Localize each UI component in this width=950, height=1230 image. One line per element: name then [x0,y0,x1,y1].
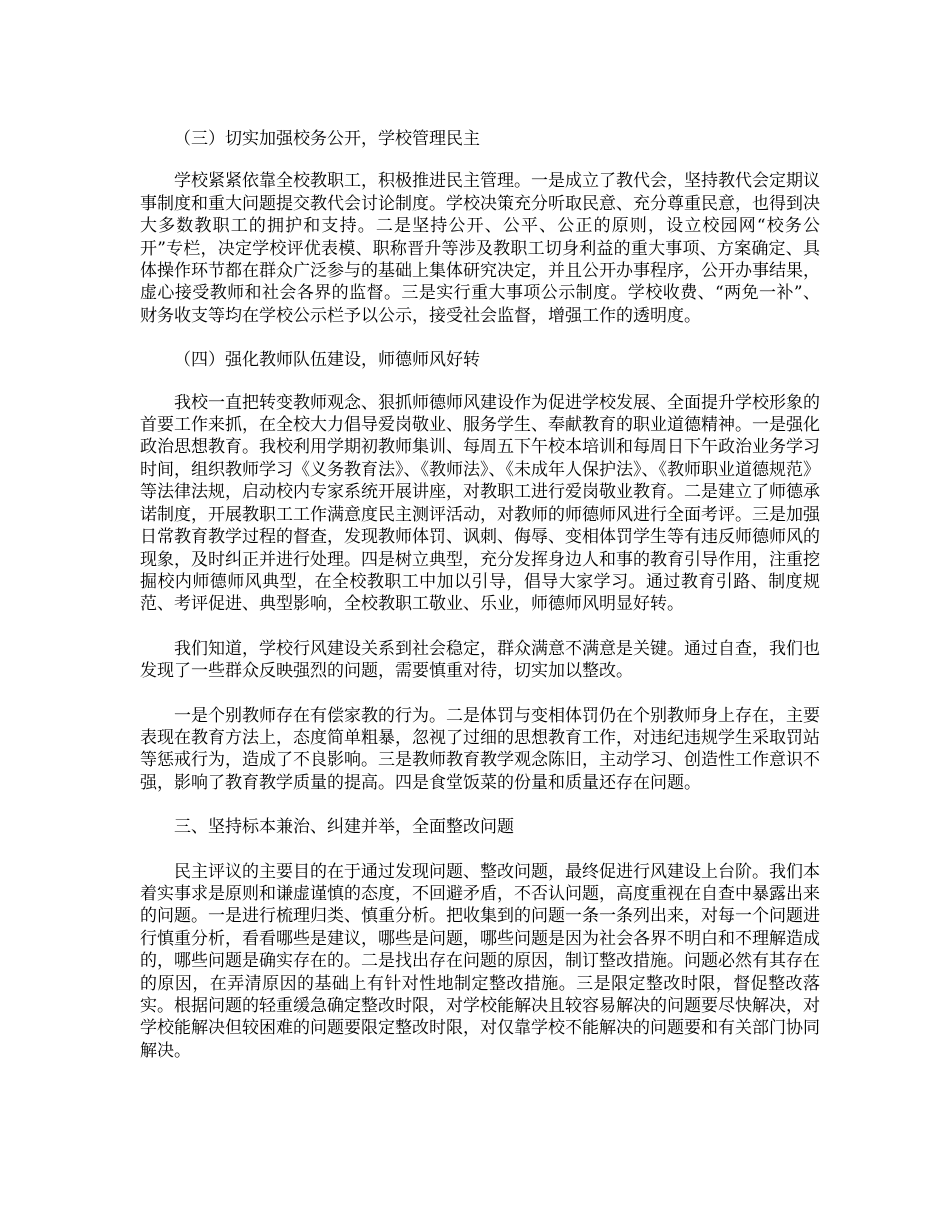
section-heading-3: （三）切实加强校务公开，学校管理民主 [174,129,480,149]
paragraph-self-check: 我们知道，学校行风建设关系到社会稳定，群众满意不满意是关键。通过自查，我们也发现了一些群众反映强烈的问题，需要慎重对待，切实加以整改。 [140,638,820,682]
paragraph-school-affairs: 学校紧紧依靠全校教职工，积极推进民主管理。一是成立了教代会，坚持教代会定期议事制度和重大问题提交教代会讨论制度。学校决策充分听取民意、充分尊重民意，也得到决大多数教职工的拥护和支持。二是坚持公开、公平、公正的原则，设立校园网“校务公开”专栏，决定学校评优表模、职称晋升等涉及教职工切身利益的重大事项、方案确定、具体操作环节都在群众广泛参与的基础上集体研究决定，并且公开办事程序，公开办事结果，虚心接受教师和社会各界的监督。三是实行重大事项公示制度。学校收费、“两免一补”、财务收支等均在学校公示栏予以公示，接受社会监督，增强工作的透明度。 [140,171,820,326]
section-heading-4: （四）强化教师队伍建设，师德师风好转 [174,350,480,371]
paragraph-rectification: 民主评议的主要目的在于通过发现问题、整改问题，最终促进行风建设上台阶。我们本着实事求是原则和谦虚谨慎的态度，不回避矛盾，不否认问题，高度重视在自查中暴露出来的问题。一是进行梳理归类、慎重分析。把收集到的问题一条一条列出来，对每一个问题进行慎重分析，看看哪些是建议，哪些是问题，哪些问题是因为社会各界不明白和不理解造成的，哪些问题是确实存在的。二是找出存在问题的原因，制订整改措施。问题必然有其存在的原因，在弄清原因的基础上有针对性地制定整改措施。三是限定整改时限，督促整改落实。根据问题的轻重缓急确定整改时限，对学校能解决且较容易解决的问题要尽快解决，对学校能解决但较困难的问题要限定整改时限，对仅靠学校不能解决的问题要和有关部门协同解决。 [140,861,820,1061]
chapter-heading-three: 三、坚持标本兼治、纠建并举，全面整改问题 [174,817,514,838]
document-page [140,128,820,1084]
paragraph-problems: 一是个别教师存在有偿家教的行为。二是体罚与变相体罚仍在个别教师身上存在，主要表现在教育方法上，态度简单粗暴，忽视了过细的思想教育工作，对违纪违规学生采取罚站等惩戒行为，造成了不良影响。三是教师教育教学观念陈旧，主动学习、创造性工作意识不强，影响了教育教学质量的提高。四是食堂饭菜的份量和质量还存在问题。 [140,705,820,793]
paragraph-teacher-ethics: 我校一直把转变教师观念、狠抓师德师风建设作为促进学校发展、全面提升学校形象的首要工作来抓，在全校大力倡导爱岗敬业、服务学生、奉献教育的职业道德精神。一是强化政治思想教育。我校利用学期初教师集训、每周五下午校本培训和每周日下午政治业务学习时间，组织教师学习《义务教育法》、《教师法》、《未成年人保护法》、《教师职业道德规范》等法律法规，启动校内专家系统开展讲座，对教职工进行爱岗敬业教育。二是建立了师德承诺制度，开展教职工工作满意度民主测评活动，对教师的师德师风进行全面考评。三是加强日常教育教学过程的督查，发现教师体罚、讽刺、侮辱、变相体罚学生等有违反师德师风的现象，及时纠正并进行处理。四是树立典型，充分发挥身边人和事的教育引导作用，注重挖掘校内师德师风典型，在全校教职工中加以引导，倡导大家学习。通过教育引路、制度规范、考评促进、典型影响，全校教职工敬业、乐业，师德师风明显好转。 [140,392,820,615]
